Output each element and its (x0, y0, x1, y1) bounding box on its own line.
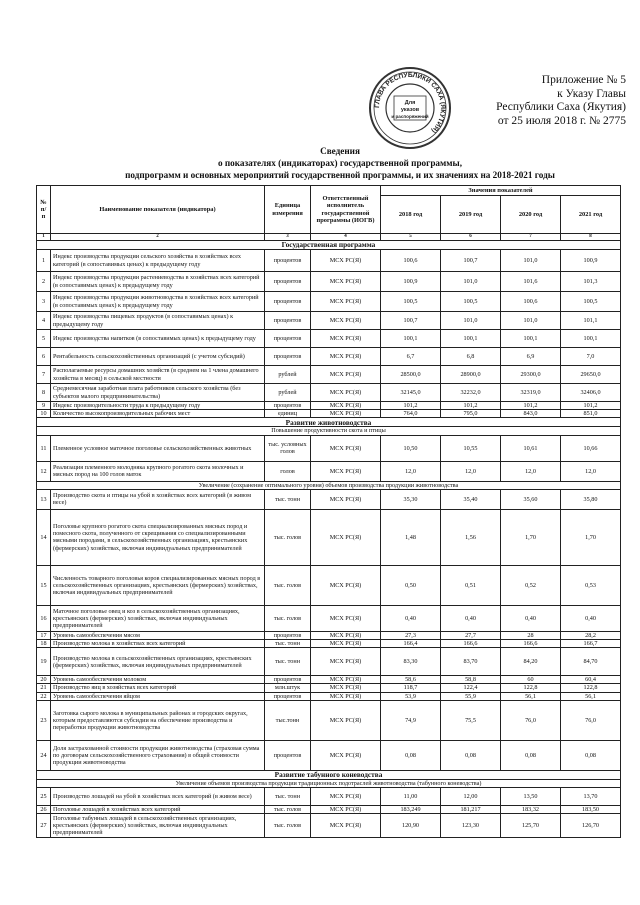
unit-cell: процентов (265, 692, 311, 700)
value-2020: 10,61 (501, 435, 561, 461)
indicator-name: Уровень самообеспечения мясом (51, 631, 265, 639)
value-2019: 28900,0 (441, 366, 501, 384)
table-row (37, 565, 621, 605)
unit-cell: тыс. голов (265, 814, 311, 838)
value-2020: 166,6 (501, 640, 561, 648)
value-2021: 60,4 (561, 676, 621, 684)
seal-center-3: и распоряжений (391, 114, 429, 119)
indicator-name: Индекс производства пищевых продуктов (в сопоставимых ценах) к предыдущему году (51, 312, 265, 330)
value-2021: 7,0 (561, 348, 621, 366)
executor-cell: МСХ РС(Я) (311, 640, 381, 648)
section-row (37, 241, 621, 250)
value-2019: 58,8 (441, 676, 501, 684)
unit-cell: тыс. голов (265, 509, 311, 565)
indicators-table (36, 185, 621, 838)
value-2019: 101,0 (441, 312, 501, 330)
value-2018: 35,30 (381, 489, 441, 509)
table-row (37, 435, 621, 461)
value-2020: 100,1 (501, 330, 561, 348)
indicator-name: Производство лошадей на убой в хозяйствах всех категорий (в живом весе) (51, 788, 265, 806)
header-values: Значения показателей (381, 186, 621, 196)
value-2020: 843,0 (501, 410, 561, 418)
value-2021: 0,08 (561, 740, 621, 770)
value-2020: 0,08 (501, 740, 561, 770)
value-2019: 166,6 (441, 640, 501, 648)
value-2020: 122,8 (501, 684, 561, 692)
value-2018: 27,3 (381, 631, 441, 639)
value-2021: 12,0 (561, 461, 621, 481)
col-index: 3 (265, 234, 311, 241)
value-2021: 101,1 (561, 312, 621, 330)
row-number: 22 (37, 692, 51, 700)
executor-cell: МСХ РС(Я) (311, 489, 381, 509)
unit-cell: тыс. тонн (265, 640, 311, 648)
value-2018: 100,9 (381, 272, 441, 292)
section-row (37, 770, 621, 779)
indicator-name: Индекс производства продукции сельского хозяйства в хозяйствах всех категорий (в сопоставимых ценах) к предыдущему году (51, 250, 265, 272)
value-2021: 100,1 (561, 330, 621, 348)
table-row (37, 292, 621, 312)
col-index: 8 (561, 234, 621, 241)
annex-block (440, 74, 626, 128)
indicator-name: Поголовье табунных лошадей в сельскохозяйственных организациях, крестьянских (фермерских) хозяйствах, включая индивидуальных предпринимателей (51, 814, 265, 838)
executor-cell: МСХ РС(Я) (311, 692, 381, 700)
unit-cell: процентов (265, 330, 311, 348)
indicator-name: Индекс производительности труда к предыдущему году (51, 402, 265, 410)
table-row (37, 330, 621, 348)
table-row (37, 402, 621, 410)
value-2021: 56,1 (561, 692, 621, 700)
executor-cell: МСХ РС(Я) (311, 366, 381, 384)
value-2020: 101,0 (501, 312, 561, 330)
table-row (37, 640, 621, 648)
indicator-name: Доля застрахованной стоимости продукции животноводства (страховая сумма по договорам сельскохозяйственного страхования) в общей стоимости продукции животноводства (51, 740, 265, 770)
table-row (37, 605, 621, 631)
executor-cell: МСХ РС(Я) (311, 330, 381, 348)
value-2018: 0,40 (381, 605, 441, 631)
value-2021: 13,70 (561, 788, 621, 806)
value-2019: 100,5 (441, 292, 501, 312)
value-2020: 76,0 (501, 700, 561, 740)
table-row (37, 489, 621, 509)
executor-cell: МСХ РС(Я) (311, 676, 381, 684)
value-2018: 118,7 (381, 684, 441, 692)
indicator-name: Производство скота и птицы на убой в хозяйствах всех категорий (в живом весе) (51, 489, 265, 509)
value-2019: 75,5 (441, 700, 501, 740)
table-row (37, 740, 621, 770)
section-title: Развитие животноводства (37, 418, 621, 427)
value-2021: 32406,0 (561, 384, 621, 402)
unit-cell: голов (265, 461, 311, 481)
header-year: 2019 год (441, 196, 501, 234)
value-2020: 60 (501, 676, 561, 684)
table-row (37, 684, 621, 692)
unit-cell: тыс. голов (265, 565, 311, 605)
unit-cell: тыс. условных голов (265, 435, 311, 461)
indicator-name: Индекс производства продукции животноводства в хозяйствах всех категорий (в сопоставимых ценах) к предыдущему году (51, 292, 265, 312)
value-2020: 0,52 (501, 565, 561, 605)
value-2019: 101,2 (441, 402, 501, 410)
col-index: 5 (381, 234, 441, 241)
value-2018: 100,1 (381, 330, 441, 348)
value-2018: 28500,0 (381, 366, 441, 384)
value-2019: 35,40 (441, 489, 501, 509)
seal-ring-text: ГЛАВА РЕСПУБЛИКИ САХА (ЯКУТИЯ) (373, 71, 447, 135)
table-row (37, 312, 621, 330)
row-number: 10 (37, 410, 51, 418)
col-index: 4 (311, 234, 381, 241)
value-2021: 0,40 (561, 605, 621, 631)
value-2019: 12,00 (441, 788, 501, 806)
row-number: 17 (37, 631, 51, 639)
indicator-name: Производство яиц в хозяйствах всех категорий (51, 684, 265, 692)
value-2019: 795,0 (441, 410, 501, 418)
value-2021: 126,70 (561, 814, 621, 838)
value-2020: 35,60 (501, 489, 561, 509)
value-2018: 166,4 (381, 640, 441, 648)
unit-cell: тыс. тонн (265, 489, 311, 509)
subsection-title: Увеличение объемов производства продукции традиционных подотраслей животноводства (табунного коневодства) (37, 779, 621, 787)
executor-cell: МСХ РС(Я) (311, 684, 381, 692)
row-number: 18 (37, 640, 51, 648)
value-2018: 6,7 (381, 348, 441, 366)
executor-cell: МСХ РС(Я) (311, 461, 381, 481)
row-number: 16 (37, 605, 51, 631)
table-row (37, 814, 621, 838)
table-row (37, 692, 621, 700)
indicator-name: Производство молока в сельскохозяйственных организациях, крестьянских (фермерских) хозяйствах, включая индивидуальных предпринимателей (51, 648, 265, 676)
executor-cell: МСХ РС(Я) (311, 292, 381, 312)
value-2019: 27,7 (441, 631, 501, 639)
indicator-name: Реализация племенного молодняка крупного рогатого скота молочных и мясных пород на 100 голов маток (51, 461, 265, 481)
unit-cell: тыс. тонн (265, 788, 311, 806)
value-2019: 181,217 (441, 806, 501, 814)
value-2020: 12,0 (501, 461, 561, 481)
title-line-3: подпрограмм и основных мероприятий государственной программы, и их значениях на 2018-2021 годы (125, 170, 555, 180)
table-row (37, 461, 621, 481)
executor-cell: МСХ РС(Я) (311, 348, 381, 366)
row-number: 7 (37, 366, 51, 384)
indicator-name: Располагаемые ресурсы домашних хозяйств (в среднем на 1 члена домашнего хозяйства в месяц) в сельской местности (51, 366, 265, 384)
value-2020: 101,0 (501, 250, 561, 272)
header-unit: Единица измерения (265, 186, 311, 234)
row-number: 2 (37, 272, 51, 292)
value-2018: 32145,0 (381, 384, 441, 402)
value-2019: 0,40 (441, 605, 501, 631)
row-number: 1 (37, 250, 51, 272)
value-2020: 28 (501, 631, 561, 639)
value-2020: 6,9 (501, 348, 561, 366)
value-2020: 101,6 (501, 272, 561, 292)
executor-cell: МСХ РС(Я) (311, 806, 381, 814)
row-number: 24 (37, 740, 51, 770)
executor-cell: МСХ РС(Я) (311, 788, 381, 806)
row-number: 19 (37, 648, 51, 676)
executor-cell: МСХ РС(Я) (311, 435, 381, 461)
unit-cell: млн.штук (265, 684, 311, 692)
row-number: 6 (37, 348, 51, 366)
value-2019: 123,30 (441, 814, 501, 838)
value-2020: 32319,0 (501, 384, 561, 402)
unit-cell: рублей (265, 366, 311, 384)
unit-cell: процентов (265, 312, 311, 330)
value-2021: 101,2 (561, 402, 621, 410)
unit-cell: процентов (265, 348, 311, 366)
value-2018: 83,30 (381, 648, 441, 676)
indicator-name: Заготовка сырого молока в муниципальных районах и городских округах, которым предоставляются субсидии на обеспечение производства и переработки продукции животноводства (51, 700, 265, 740)
table-row (37, 700, 621, 740)
table-row (37, 410, 621, 418)
value-2018: 100,5 (381, 292, 441, 312)
indicator-name: Среднемесячная заработная плата работников сельского хозяйства (без субъектов малого предпринимательства) (51, 384, 265, 402)
unit-cell: процентов (265, 631, 311, 639)
unit-cell: процентов (265, 272, 311, 292)
indicator-name: Уровень самообеспечения молоком (51, 676, 265, 684)
col-index: 2 (51, 234, 265, 241)
value-2018: 12,0 (381, 461, 441, 481)
value-2019: 122,4 (441, 684, 501, 692)
header-year: 2021 год (561, 196, 621, 234)
indicator-name: Поголовье лошадей в хозяйствах всех категорий (51, 806, 265, 814)
value-2021: 100,9 (561, 250, 621, 272)
row-number: 14 (37, 509, 51, 565)
header-year: 2018 год (381, 196, 441, 234)
value-2018: 0,08 (381, 740, 441, 770)
value-2021: 1,70 (561, 509, 621, 565)
value-2020: 100,6 (501, 292, 561, 312)
executor-cell: МСХ РС(Я) (311, 605, 381, 631)
table-row (37, 631, 621, 639)
executor-cell: МСХ РС(Я) (311, 312, 381, 330)
indicator-name: Уровень самообеспечения яйцом (51, 692, 265, 700)
row-number: 4 (37, 312, 51, 330)
table-body (37, 241, 621, 838)
header-name: Наименование показателя (индикатора) (51, 186, 265, 234)
indicator-name: Количество высокопроизводительных рабочих мест (51, 410, 265, 418)
subsection-row (37, 427, 621, 435)
value-2021: 100,5 (561, 292, 621, 312)
table-row (37, 272, 621, 292)
value-2018: 0,50 (381, 565, 441, 605)
annex-line-3: Республики Саха (Якутия) (496, 101, 626, 113)
row-number: 5 (37, 330, 51, 348)
table-row (37, 788, 621, 806)
executor-cell: МСХ РС(Я) (311, 814, 381, 838)
header-exec: Ответственный исполнитель государственной программы (ИОГВ) (311, 186, 381, 234)
row-number: 21 (37, 684, 51, 692)
value-2019: 101,0 (441, 272, 501, 292)
value-2020: 1,70 (501, 509, 561, 565)
indicator-name: Индекс производства продукции растениеводства в хозяйствах всех категорий (в сопоставимых ценах) к предыдущему году (51, 272, 265, 292)
unit-cell: процентов (265, 402, 311, 410)
value-2018: 58,6 (381, 676, 441, 684)
value-2018: 183,249 (381, 806, 441, 814)
row-number: 25 (37, 788, 51, 806)
col-index: 6 (441, 234, 501, 241)
row-number: 12 (37, 461, 51, 481)
executor-cell: МСХ РС(Я) (311, 565, 381, 605)
value-2018: 100,7 (381, 312, 441, 330)
row-number: 8 (37, 384, 51, 402)
value-2021: 84,70 (561, 648, 621, 676)
subsection-row (37, 481, 621, 489)
value-2021: 122,8 (561, 684, 621, 692)
unit-cell: тыс. голов (265, 605, 311, 631)
title-line-2: о показателях (индикаторах) государственной программы, (217, 158, 463, 168)
value-2018: 53,9 (381, 692, 441, 700)
executor-cell: МСХ РС(Я) (311, 740, 381, 770)
value-2021: 29650,0 (561, 366, 621, 384)
indicator-name: Производство молока в хозяйствах всех категорий (51, 640, 265, 648)
indicator-name: Маточное поголовье овец и коз в сельскохозяйственных организациях, крестьянских (фермерских) хозяйствах, включая индивидуальных предпринимателей (51, 605, 265, 631)
value-2021: 183,50 (561, 806, 621, 814)
unit-cell: процентов (265, 740, 311, 770)
executor-cell: МСХ РС(Я) (311, 402, 381, 410)
value-2019: 6,8 (441, 348, 501, 366)
unit-cell: процентов (265, 292, 311, 312)
row-number: 26 (37, 806, 51, 814)
executor-cell: МСХ РС(Я) (311, 648, 381, 676)
table-row (37, 676, 621, 684)
value-2021: 166,7 (561, 640, 621, 648)
value-2020: 101,2 (501, 402, 561, 410)
value-2019: 12,0 (441, 461, 501, 481)
unit-cell: процентов (265, 676, 311, 684)
row-number: 15 (37, 565, 51, 605)
executor-cell: МСХ РС(Я) (311, 384, 381, 402)
row-number: 11 (37, 435, 51, 461)
subsection-row (37, 779, 621, 787)
value-2021: 28,2 (561, 631, 621, 639)
unit-cell: тыс. тонн (265, 648, 311, 676)
table-row (37, 509, 621, 565)
row-number: 23 (37, 700, 51, 740)
value-2021: 10,66 (561, 435, 621, 461)
table-row (37, 250, 621, 272)
executor-cell: МСХ РС(Я) (311, 250, 381, 272)
executor-cell: МСХ РС(Я) (311, 272, 381, 292)
col-index: 7 (501, 234, 561, 241)
unit-cell: тыс. голов (265, 806, 311, 814)
section-title: Государственная программа (37, 241, 621, 250)
executor-cell: МСХ РС(Я) (311, 631, 381, 639)
value-2020: 56,1 (501, 692, 561, 700)
annex-line-4: от 25 июля 2018 г. № 2775 (497, 114, 626, 127)
subsection-title: Увеличение (сохранение оптимального уровня) объемов производства продукции животноводства (37, 481, 621, 489)
value-2018: 764,0 (381, 410, 441, 418)
value-2020: 125,70 (501, 814, 561, 838)
annex-line-1: Приложение № 5 (541, 74, 626, 86)
value-2019: 0,51 (441, 565, 501, 605)
table-row (37, 648, 621, 676)
table-row (37, 806, 621, 814)
value-2020: 183,32 (501, 806, 561, 814)
indicator-name: Индекс производства напитков (в сопоставимых ценах) к предыдущему году (51, 330, 265, 348)
value-2020: 13,50 (501, 788, 561, 806)
section-row (37, 418, 621, 427)
row-number: 20 (37, 676, 51, 684)
value-2019: 100,1 (441, 330, 501, 348)
value-2018: 101,2 (381, 402, 441, 410)
value-2021: 851,0 (561, 410, 621, 418)
unit-cell: процентов (265, 250, 311, 272)
executor-cell: МСХ РС(Я) (311, 509, 381, 565)
indicator-name: Племенное условное маточное поголовье сельскохозяйственных животных (51, 435, 265, 461)
value-2018: 100,6 (381, 250, 441, 272)
value-2019: 32232,0 (441, 384, 501, 402)
value-2020: 0,40 (501, 605, 561, 631)
value-2018: 74,9 (381, 700, 441, 740)
col-index: 1 (37, 234, 51, 241)
value-2021: 101,3 (561, 272, 621, 292)
row-number: 3 (37, 292, 51, 312)
value-2019: 83,70 (441, 648, 501, 676)
annex-line-2: к Указу Главы (557, 87, 626, 100)
value-2019: 100,7 (441, 250, 501, 272)
value-2018: 1,48 (381, 509, 441, 565)
value-2021: 35,80 (561, 489, 621, 509)
value-2020: 84,20 (501, 648, 561, 676)
section-title: Развитие табунного коневодства (37, 770, 621, 779)
row-number: 27 (37, 814, 51, 838)
executor-cell: МСХ РС(Я) (311, 410, 381, 418)
value-2020: 29300,0 (501, 366, 561, 384)
unit-cell: единиц (265, 410, 311, 418)
value-2021: 0,53 (561, 565, 621, 605)
value-2018: 10,50 (381, 435, 441, 461)
value-2018: 11,00 (381, 788, 441, 806)
indicator-name: Численность товарного поголовья коров специализированных мясных пород в сельскохозяйственных организациях, крестьянских (фермерских) хозяйствах, включая индивидуальных предпринимателей (51, 565, 265, 605)
value-2019: 0,08 (441, 740, 501, 770)
value-2019: 10,55 (441, 435, 501, 461)
document-title (60, 145, 620, 181)
row-number: 9 (37, 402, 51, 410)
title-line-1: Сведения (320, 146, 360, 156)
value-2019: 1,56 (441, 509, 501, 565)
table-row (37, 384, 621, 402)
row-number: 13 (37, 489, 51, 509)
subsection-title: Повышение продуктивности скота и птицы (37, 427, 621, 435)
indicator-name: Рентабельность сельскохозяйственных организаций (с учетом субсидий) (51, 348, 265, 366)
table-row (37, 366, 621, 384)
header-year: 2020 год (501, 196, 561, 234)
header-num: № п/п (37, 186, 51, 234)
indicator-name: Поголовье крупного рогатого скота специализированных мясных пород и помесного скота, полученного от скрещивания со специализированными мясными породами, в сельскохозяйственных организациях, крестьянских (фермерских) хозяйствах, включая индивидуальных предпринимателей (51, 509, 265, 565)
unit-cell: тыс.тонн (265, 700, 311, 740)
executor-cell: МСХ РС(Я) (311, 700, 381, 740)
value-2018: 120,90 (381, 814, 441, 838)
value-2021: 76,0 (561, 700, 621, 740)
seal-center-1: Для (404, 100, 416, 106)
table-row (37, 348, 621, 366)
seal-center-2: указов (400, 107, 420, 113)
unit-cell: рублей (265, 384, 311, 402)
value-2019: 55,9 (441, 692, 501, 700)
